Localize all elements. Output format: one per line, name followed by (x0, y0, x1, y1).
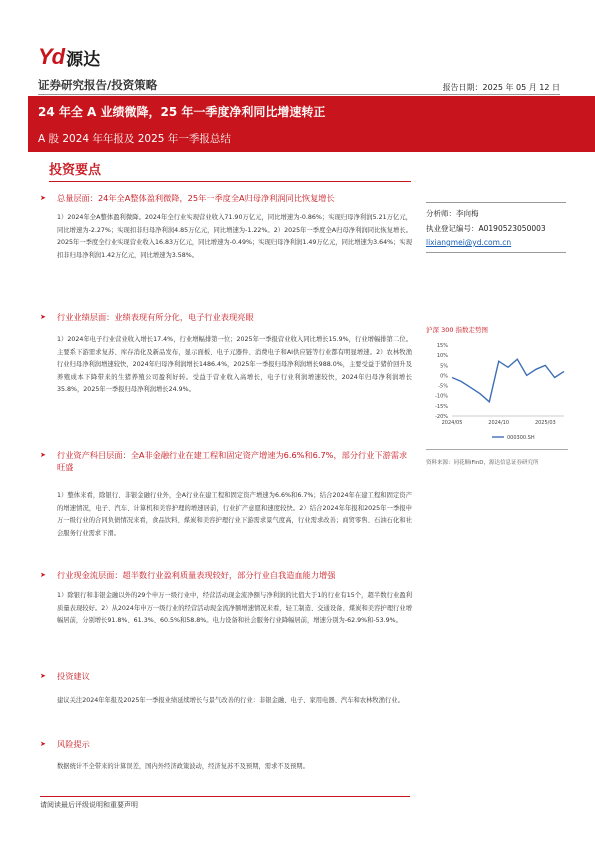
sidebar-divider (426, 252, 566, 253)
header-divider (38, 94, 560, 95)
summary-body: 1）2024年电子行业营业收入增长17.4%，行业增幅排第一位；2025年一季报营业收入同比增长15.9%，行业增幅排第二位。主要系下游需求复苏、库存消化及新品发布，显示面板、电子元器件、消费电子和AI供应链等行业都有明显增速。2）农林牧渔行业归母净利润增速较快，2024年归母净利润增长1486.4%，2025年一季报归母净利润增长988.0%，主要受益于猪价回升及养殖成本下降带来的生猪养殖公司盈利好转。受益于营业收入高增长，电子行业利润增速较快，2024年归母净利润增长35.8%，2025年一季报归母净利润增长24.9%。 (57, 336, 412, 394)
arrow-bullet-icon: ➤ (40, 313, 46, 321)
company-logo (38, 44, 100, 70)
logo-text: 源达 (66, 49, 101, 70)
summary-item (40, 311, 412, 323)
summary-item (40, 449, 412, 473)
y-tick-label: -10% (435, 393, 448, 400)
report-date: 报告日期：2025 年 05 月 12 日 (442, 83, 560, 92)
x-tick-label: 2025/03 (534, 420, 556, 426)
summary-body-block (40, 590, 412, 628)
series-line-000300 (452, 359, 564, 402)
summary-body: 1）2024年全A整体盈利微降。2024年全行业实现营业收入71.90万亿元，同比增速为-0.86%；实现归母净利润5.21万亿元，同比增速为-2.27%；实现扣非归母净利润4.85万亿元，同比增速为-1.22%。2）2025年一季度全A归母净利润同比恢复增长。2025年一季度全行业实现营业收入16.83万亿元，同比增速为-0.49%；实现归母净利润1.49万亿元，同比增速为3.64%；实现扣非归母净利润1.42万亿元，同比增速为3.58%。 (57, 214, 412, 259)
footer-divider (40, 796, 410, 797)
y-tick-label: -15% (435, 403, 448, 410)
summary-heading: 行业业绩层面：业绩表现有所分化，电子行业表现亮眼 (57, 312, 254, 322)
summary-body-block (40, 212, 412, 262)
summary-body: 数据统计不全带来的计算误差，国内外经济政策波动，经济复苏不及预期，需求不及预期。 (57, 763, 309, 770)
summary-heading: 投资建议 (57, 671, 90, 681)
summary-heading: 风险提示 (57, 739, 90, 749)
y-tick-label: 15% (436, 343, 448, 349)
legend-label: 000300.SH (507, 435, 535, 441)
y-tick-label: -20% (435, 414, 448, 420)
sidebar-divider (426, 202, 566, 203)
summary-item (40, 569, 412, 581)
logo-mark: Yd (38, 44, 65, 69)
arrow-bullet-icon: ➤ (40, 740, 46, 748)
summary-heading: 总量层面：24年全A整体盈利微降，25年一季度全A归母净利润同比恢复增长 (57, 193, 335, 203)
chart-source: 资料来源：同花顺iFinD，源达信息证券研究所 (426, 460, 539, 466)
report-title: 24 年全 A 业绩微降，25 年一季度净利同比增速转正 (38, 105, 326, 119)
summary-body: 1）整体来看，除银行、非银金融行业外，全A行业在建工程和固定资产增速为6.6%和6.7%；结合2024年在建工程和固定资产的增速情况，电子、汽车、计算机和美容护理的增速居前，行业扩产意愿和速度较快。2）结合2024年年报和2025年一季报申万一级行业的合同负债情况来看，食品饮料、煤炭和美容护理行业下游需求景气度高，行业需求改善；商贸零售、石油石化和社会服务行业需求下滑。 (57, 492, 412, 537)
summary-body-block (40, 761, 412, 774)
x-tick-label: 2024/05 (441, 420, 463, 426)
section-title: 投资要点 (49, 163, 102, 178)
arrow-bullet-icon: ➤ (40, 571, 46, 579)
arrow-bullet-icon: ➤ (40, 194, 46, 202)
summary-item (40, 192, 412, 204)
analyst-email-link[interactable]: lixiangmei@yd.com.cn (426, 238, 512, 247)
y-tick-label: -5% (438, 383, 448, 390)
report-subtitle: A 股 2024 年年报及 2025 年一季报总结 (38, 133, 231, 145)
summary-body-block (40, 695, 412, 708)
chart-title: 沪深 300 指数走势图 (426, 326, 489, 334)
summary-body-block (40, 490, 412, 540)
disclaimer-link[interactable]: 请阅读最后评级说明和重要声明 (40, 801, 138, 809)
y-tick-label: 10% (436, 353, 448, 360)
document-type: 证券研究报告/投资策略 (38, 78, 158, 92)
summary-heading: 行业资产科目层面：全A非金融行业在建工程和固定资产增速为6.6%和6.7%，部分行业下游需求旺盛 (57, 450, 408, 472)
summary-item (40, 738, 412, 750)
summary-body: 建议关注2024年年报及2025年一季报业绩延续增长与景气改善的行业：非银金融、电子、家用电器、汽车和农林牧渔行业。 (57, 697, 404, 704)
summary-body-block (40, 334, 412, 397)
section-divider (49, 181, 411, 182)
arrow-bullet-icon: ➤ (40, 451, 46, 459)
analyst-name: 分析师：李向梅 (426, 209, 479, 218)
chart-svg (426, 333, 568, 449)
summary-heading: 行业现金流层面：超半数行业盈利质量表现较好，部分行业自我造血能力增强 (57, 570, 336, 580)
x-tick-label: 2024/10 (488, 420, 510, 426)
summary-item (40, 670, 412, 682)
arrow-bullet-icon: ➤ (40, 672, 46, 680)
y-tick-label: 5% (440, 363, 448, 370)
summary-body: 1）除银行和非银金融以外的29个申万一级行业中，经营活动现金流净额与净利润的比值大于1的行业有15个，超半数行业盈利质量表现较好。2）从2024年申万一级行业的经营活动现金流净额增速情况来看，轻工制造、交通设备、煤炭和美容护理行业增幅居前，分别增长91.8%、61.3%、60.5%和58.8%。电力设备和社会服务行业降幅居前，增速分别为-62.9%和-53.9%。 (57, 592, 412, 625)
y-tick-label: 0% (440, 373, 448, 380)
index-chart (426, 333, 568, 450)
analyst-registration: 执业登记编号：A0190523050003 (426, 224, 546, 233)
